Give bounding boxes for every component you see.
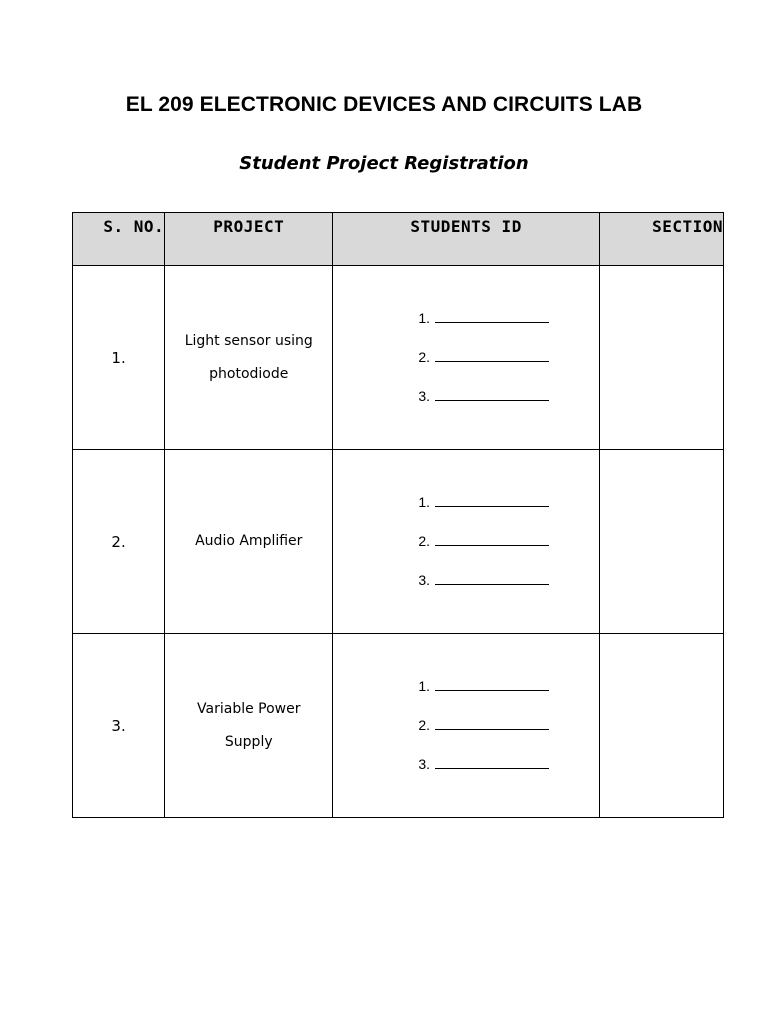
project-name-line: Audio Amplifier — [195, 533, 303, 549]
student-id-entry — [418, 299, 598, 338]
row-section[interactable] — [599, 266, 723, 450]
student-number: 1. — [418, 310, 431, 326]
student-id-entry — [418, 338, 598, 377]
student-id-list — [418, 299, 598, 416]
project-name-line: Light sensor using — [184, 332, 313, 349]
header-project: PROJECT — [165, 213, 333, 266]
row-sno: 2. — [73, 450, 165, 634]
student-id-blank[interactable] — [435, 387, 549, 401]
student-id-blank[interactable] — [435, 309, 549, 323]
row-project — [165, 266, 333, 450]
student-id-blank[interactable] — [435, 571, 549, 585]
table-row — [73, 450, 724, 634]
student-number: 3. — [418, 388, 431, 404]
table-row — [73, 634, 724, 818]
row-students-id — [333, 266, 599, 450]
student-number: 3. — [418, 572, 431, 588]
student-id-entry — [418, 667, 598, 706]
student-number: 2. — [418, 349, 431, 365]
table-row — [73, 266, 724, 450]
student-number: 1. — [418, 494, 431, 510]
student-number: 2. — [418, 717, 431, 733]
row-section[interactable] — [599, 634, 723, 818]
student-id-blank[interactable] — [435, 716, 549, 730]
row-sno: 3. — [73, 634, 165, 818]
row-sno: 1. — [73, 266, 165, 450]
table-header-row — [73, 213, 724, 266]
row-project — [165, 450, 333, 634]
student-id-entry — [418, 706, 598, 745]
student-number: 2. — [418, 533, 431, 549]
document-subtitle: Student Project Registration — [239, 153, 529, 174]
student-id-entry — [418, 483, 598, 522]
project-name-line: Variable Power — [197, 700, 301, 717]
project-name-line: photodiode — [209, 365, 289, 382]
student-id-entry — [418, 522, 598, 561]
student-id-entry — [418, 561, 598, 600]
student-id-blank[interactable] — [435, 348, 549, 362]
student-id-blank[interactable] — [435, 493, 549, 507]
student-id-blank[interactable] — [435, 755, 549, 769]
student-id-entry — [418, 377, 598, 416]
student-id-blank[interactable] — [435, 532, 549, 546]
header-students-id: STUDENTS ID — [333, 213, 599, 266]
row-section[interactable] — [599, 450, 723, 634]
row-students-id — [333, 634, 599, 818]
student-id-list — [418, 667, 598, 784]
header-sno: S. NO. — [73, 213, 165, 266]
student-number: 1. — [418, 678, 431, 694]
row-students-id — [333, 450, 599, 634]
registration-table — [72, 212, 724, 818]
student-id-list — [418, 483, 598, 600]
document-title: EL 209 ELECTRONIC DEVICES AND CIRCUITS LAB — [125, 93, 643, 116]
student-id-entry — [418, 745, 598, 784]
row-project — [165, 634, 333, 818]
student-number: 3. — [418, 756, 431, 772]
project-name-line: Supply — [224, 733, 273, 750]
header-section: SECTION — [599, 213, 723, 266]
student-id-blank[interactable] — [435, 677, 549, 691]
